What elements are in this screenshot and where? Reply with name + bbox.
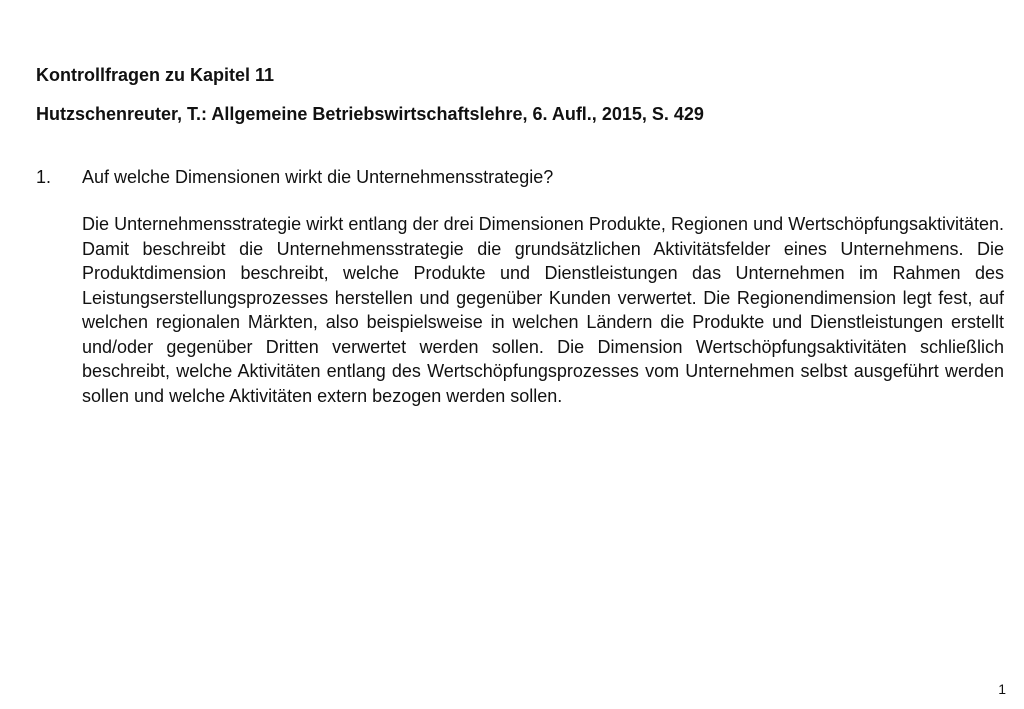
page-title: Kontrollfragen zu Kapitel 11 [36, 65, 275, 85]
page-number: 1 [998, 681, 1006, 697]
book-reference: Hutzschenreuter, T.: Allgemeine Betriebswirtschaftslehre, 6. Aufl., 2015, S. 429 [36, 104, 704, 124]
question-text: Auf welche Dimensionen wirkt die Unternehmensstrategie? [82, 167, 554, 187]
question-number: 1. [36, 167, 52, 187]
answer-paragraph: Die Unternehmensstrategie wirkt entlang der drei Dimensionen Produkte, Regionen und Wertschöpfungsaktivitäten. Damit beschreibt die Unternehmensstrategie die grundsätzlichen Aktivitätsfelder eines Unternehmens. Die Produktdimension beschreibt, welche Produkte und Dienstleistungen das Unternehmen im Rahmen des Leistungserstellungsprozesses herstellen und gegenüber Kunden verwertet. Die Regionendimension legt fest, auf welchen regionalen Märkten, also beispielsweise in welchen Ländern die Produkte und Dienstleistungen erstellt und/oder gegenüber Dritten verwertet werden sollen. Die Dimension Wertschöpfungsaktivitäten schließlich beschreibt, welche Aktivitäten entlang des Wertschöpfungsprozesses vom Unternehmen selbst ausgeführt werden sollen und welche Aktivitäten extern bezogen werden sollen. [82, 214, 1004, 406]
